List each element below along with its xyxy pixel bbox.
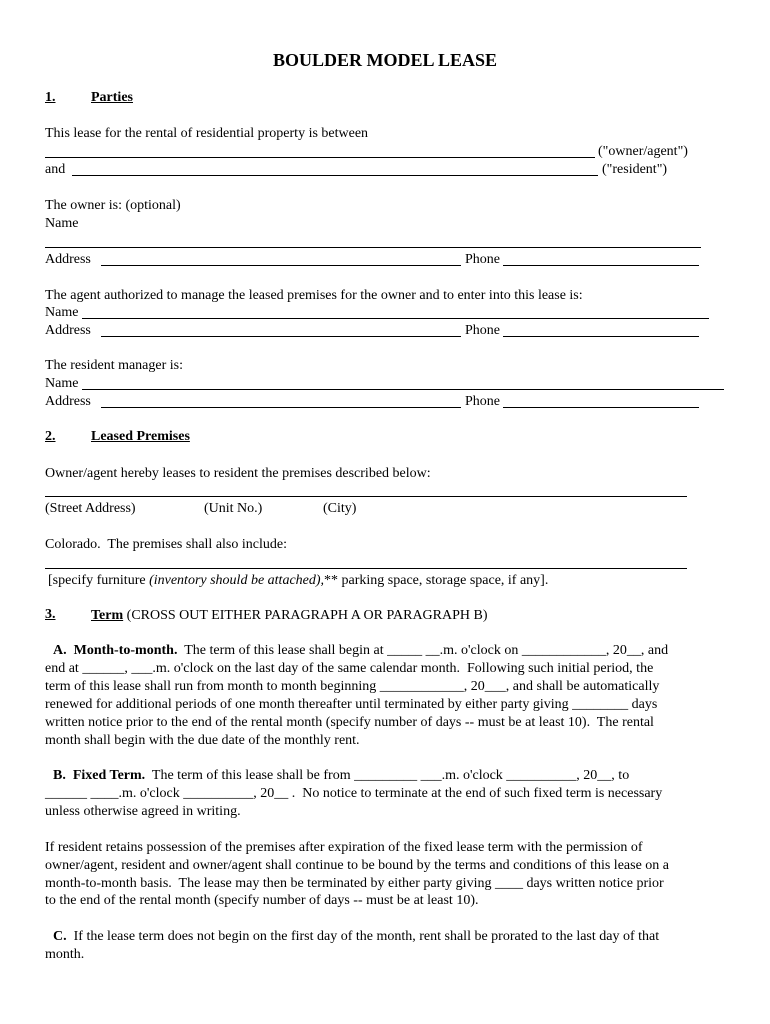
colorado-premises-text: Colorado. The premises shall also include:: [45, 537, 287, 552]
paragraph-c-line-2: month.: [45, 947, 85, 962]
retains-line-4: to the end of the rental month (specify number of days -- must be at least 10).: [45, 893, 479, 908]
agent-name-label: Name: [45, 305, 79, 320]
paragraph-c-line-1: [53, 928, 659, 946]
paragraph-b-label: B. Fixed Term.: [53, 768, 146, 783]
agent-phone-line[interactable]: [503, 336, 699, 337]
paragraph-a-line-3: term of this lease shall run from month to month beginning ____________, 20___, and shall be automatically: [45, 679, 660, 694]
agent-address-line[interactable]: [101, 336, 461, 337]
section-2-heading: Leased Premises: [91, 429, 190, 444]
paragraph-c-text-1: If the lease term does not begin on the first day of the month, rent shall be prorated to the last day of that: [66, 929, 660, 944]
owner-is-label: The owner is: (optional): [45, 198, 181, 213]
premises-include-line[interactable]: [45, 568, 687, 569]
unit-number-label: (Unit No.): [204, 501, 263, 516]
agent-authorized-text: The agent authorized to manage the leased premises for the owner and to enter into this lease is:: [45, 288, 583, 303]
parties-intro: This lease for the rental of residential property is between: [45, 126, 369, 141]
owner-phone-label: Phone: [465, 252, 500, 267]
specify-text-italic: (inventory should be attached),: [149, 573, 325, 588]
section-3-heading: [91, 607, 488, 625]
paragraph-a-line-4: renewed for additional periods of one month thereafter until terminated by either party giving ________ days: [45, 697, 658, 712]
retains-line-2: owner/agent, resident and owner/agent shall continue to be bound by the terms and conditions of this lease on a: [45, 858, 670, 873]
owner-agent-label: ("owner/agent"): [598, 144, 688, 159]
paragraph-b-line-2: ______ ____.m. o'clock __________, 20__ . No notice to terminate at the end of such fixed term is necessary: [45, 786, 663, 801]
agent-address-label: Address: [45, 323, 91, 338]
retains-line-1: If resident retains possession of the premises after expiration of the fixed lease term with the permission of: [45, 840, 643, 855]
resident-line[interactable]: [72, 175, 598, 176]
paragraph-b-line-1: [53, 767, 629, 785]
paragraph-a-line-6: month shall begin with the due date of the monthly rent.: [45, 733, 360, 748]
agent-phone-label: Phone: [465, 323, 500, 338]
premises-intro: Owner/agent hereby leases to resident the premises described below:: [45, 466, 431, 481]
specify-text-b: ** parking space, storage space, if any].: [324, 573, 549, 588]
term-heading-rest: (CROSS OUT EITHER PARAGRAPH A OR PARAGRAPH B): [123, 608, 488, 623]
agent-name-line[interactable]: [82, 318, 709, 319]
section-3-number: 3.: [45, 607, 56, 622]
owner-agent-line[interactable]: [45, 157, 595, 158]
city-label: (City): [323, 501, 357, 516]
paragraph-c-label: C.: [53, 929, 67, 944]
street-address-label: (Street Address): [45, 501, 136, 516]
paragraph-a-line-1: [53, 642, 668, 660]
retains-line-3: month-to-month basis. The lease may then be terminated by either party giving ____ days written notice prior: [45, 876, 664, 891]
paragraph-a-line-5: written notice prior to the end of the rental month (specify number of days -- must be at least 10). The rental: [45, 715, 654, 730]
owner-name-line[interactable]: [45, 247, 701, 248]
manager-address-label: Address: [45, 394, 91, 409]
owner-address-line[interactable]: [101, 265, 461, 266]
section-1-number: 1.: [45, 90, 56, 105]
specify-furniture-text: [48, 572, 548, 590]
owner-address-label: Address: [45, 252, 91, 267]
section-2-number: 2.: [45, 429, 56, 444]
term-heading: Term: [91, 608, 124, 623]
owner-name-label: Name: [45, 216, 79, 231]
specify-text-a: [specify furniture: [48, 573, 150, 588]
section-1-heading: Parties: [91, 90, 133, 105]
paragraph-a-line-2: end at ______, ___.m. o'clock on the last day of the same calendar month. Following such initial period, the: [45, 661, 654, 676]
premises-address-line[interactable]: [45, 496, 687, 497]
document-title: BOULDER MODEL LEASE: [272, 50, 498, 70]
paragraph-a-label: A. Month-to-month.: [53, 643, 178, 658]
manager-name-line[interactable]: [82, 389, 724, 390]
manager-address-line[interactable]: [101, 407, 461, 408]
paragraph-b-line-3: unless otherwise agreed in writing.: [45, 804, 241, 819]
manager-name-label: Name: [45, 376, 79, 391]
resident-label: ("resident"): [602, 162, 668, 177]
paragraph-a-text-1: The term of this lease shall begin at _____ __.m. o'clock on ____________, 20__, and: [177, 643, 669, 658]
manager-phone-label: Phone: [465, 394, 500, 409]
manager-phone-line[interactable]: [503, 407, 699, 408]
owner-phone-line[interactable]: [503, 265, 699, 266]
and-label: and: [45, 162, 66, 177]
paragraph-b-text-1: The term of this lease shall be from _________ ___.m. o'clock __________, 20__, to: [145, 768, 630, 783]
resident-manager-label: The resident manager is:: [45, 358, 184, 373]
